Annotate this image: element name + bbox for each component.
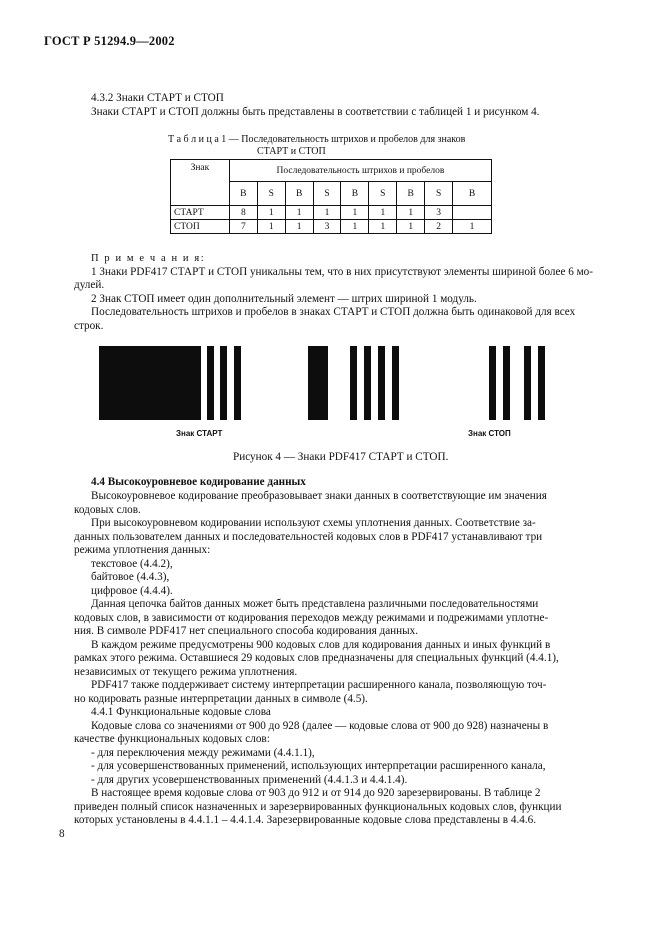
table-1-caption-line2: СТАРТ и СТОП bbox=[257, 146, 326, 157]
table-1-caption-label: Т а б л и ц а 1 bbox=[168, 134, 227, 145]
section-4-4-line: независимых от текущего режима уплотнения. bbox=[74, 665, 298, 678]
table-cell: 1 bbox=[257, 220, 285, 234]
note-1-line-1: 1 Знаки PDF417 СТАРТ и СТОП уникальны тем, что в них присутствуют элементы шириной более 6 мо- bbox=[91, 266, 593, 278]
stop-bar bbox=[538, 346, 545, 420]
document-header: ГОСТ Р 51294.9—2002 bbox=[44, 34, 175, 48]
section-4-4-line: PDF417 также поддерживает систему интерпретации расширенного канала, позволяющую точ- bbox=[91, 679, 547, 691]
section-4-4-line: которых установлены в 4.4.1.1 – 4.4.1.4. Зарезервированные кодовые слова представлены в 4.4.6. bbox=[74, 814, 537, 826]
section-4-4-line: режима уплотнения данных: bbox=[74, 544, 211, 556]
section-4-4-line: В каждом режиме предусмотрены 900 кодовых слов для кодирования данных и иных функций в bbox=[91, 638, 551, 651]
section-4-4-line: ния. В символе PDF417 нет специального способа кодирования данных. bbox=[74, 625, 419, 637]
figure-4-caption: Рисунок 4 — Знаки PDF417 СТАРТ и СТОП. bbox=[233, 451, 449, 463]
table-1-caption bbox=[168, 134, 465, 146]
start-bar bbox=[234, 346, 241, 420]
section-4-4-line: данных пользователем данных и последовательностей кодовых слов в PDF417 устанавливают три bbox=[74, 530, 543, 543]
table-subheader: B bbox=[285, 182, 313, 206]
section-4-4-line: кодовых слов. bbox=[74, 503, 141, 516]
table-cell: 1 bbox=[257, 206, 285, 220]
stop-pattern bbox=[308, 346, 548, 420]
table-cell: 1 bbox=[453, 220, 492, 234]
section-4-4-line: рамках этого режима. Оставшиеся 29 кодовых слов предназначены для специальных функций (4.4.1), bbox=[74, 652, 559, 664]
stop-bar bbox=[364, 346, 371, 420]
note-2: 2 Знак СТОП имеет один дополнительный элемент — штрих шириной 1 модуль. bbox=[91, 293, 477, 305]
stop-bar bbox=[503, 346, 510, 420]
table-subheader: B bbox=[341, 182, 369, 206]
table-subheader: B bbox=[453, 182, 492, 206]
table-cell: 1 bbox=[341, 220, 369, 234]
start-stop-paragraph-line-1: Последовательность штрихов и пробелов в знаках СТАРТ и СТОП должна быть одинаковой для всех bbox=[91, 306, 576, 318]
table-cell: 7 bbox=[229, 220, 257, 234]
section-4-4-line: Данная цепочка байтов данных может быть представлена различными последовательностями bbox=[91, 598, 539, 610]
start-pattern-label: Знак СТАРТ bbox=[176, 429, 223, 438]
start-bar bbox=[220, 346, 227, 420]
section-4-4-line: приведен полный список назначенных и зарезервированных функциональных кодовых слов, функции bbox=[74, 800, 562, 813]
stop-bar bbox=[392, 346, 399, 420]
start-bar bbox=[99, 346, 201, 420]
stop-bar bbox=[350, 346, 357, 420]
section-4-4-line: При высокоуровневом кодировании используют схемы уплотнения данных. Соответствие за- bbox=[91, 517, 536, 529]
start-stop-paragraph-line-2: строк. bbox=[74, 320, 104, 332]
table-subheader: S bbox=[369, 182, 397, 206]
section-4-4-line: цифровое (4.4.4). bbox=[91, 584, 173, 597]
table-cell: 3 bbox=[313, 220, 341, 234]
section-4-4-heading: 4.4 Высокоуровневое кодирование данных bbox=[91, 476, 306, 488]
table-1-caption-title: — Последовательность штрихов и пробелов для знаков bbox=[226, 134, 466, 145]
table-subheader: S bbox=[425, 182, 453, 206]
section-4-4-line: - для других усовершенствованных применений (4.4.1.3 и 4.4.1.4). bbox=[91, 773, 408, 786]
table-cell bbox=[453, 206, 492, 220]
start-pattern bbox=[99, 346, 259, 420]
stop-bar bbox=[524, 346, 531, 420]
section-4-4-line: текстовое (4.4.2), bbox=[91, 557, 173, 570]
table-cell: 1 bbox=[285, 206, 313, 220]
notes-heading: П р и м е ч а н и я: bbox=[91, 253, 206, 264]
table-row-start bbox=[171, 206, 492, 220]
section-4-4-line: но кодировать разные интерпретации данных в символе (4.5). bbox=[74, 692, 368, 705]
section-4-4-line: Высокоуровневое кодирование преобразовывает знаки данных в соответствующие им значения bbox=[91, 490, 547, 502]
section-4-4-line: В настоящее время кодовые слова от 903 до 912 и от 914 до 920 зарезервированы. В таблице 2 bbox=[91, 787, 541, 799]
table-cell: 1 bbox=[397, 220, 425, 234]
section-4-4-line: - для усовершенствованных применений, использующих интерпретации расширенного канала, bbox=[91, 760, 546, 772]
stop-bar bbox=[378, 346, 385, 420]
table-row-label: СТОП bbox=[171, 220, 230, 234]
section-4-3-2-heading: 4.3.2 Знаки СТАРТ и СТОП bbox=[91, 92, 224, 104]
stop-bar-notched-edge bbox=[321, 346, 334, 420]
table-cell: 1 bbox=[369, 220, 397, 234]
table-row-stop bbox=[171, 220, 492, 234]
page-number: 8 bbox=[59, 828, 65, 840]
table-1 bbox=[170, 159, 492, 234]
section-4-4-line: - для переключения между режимами (4.4.1.1), bbox=[91, 746, 315, 759]
table-subheader: S bbox=[313, 182, 341, 206]
section-4-4-line: байтовое (4.4.3), bbox=[91, 571, 170, 583]
table-cell: 1 bbox=[397, 206, 425, 220]
start-bar bbox=[207, 346, 214, 420]
section-4-4-line: качестве функциональных кодовых слов: bbox=[74, 733, 270, 745]
table-subheader: S bbox=[257, 182, 285, 206]
table-cell: 1 bbox=[313, 206, 341, 220]
table-header-sign: Знак bbox=[171, 160, 230, 206]
section-4-4-line: Кодовые слова со значениями от 900 до 928 (далее — кодовые слова от 900 до 928) назначены в bbox=[91, 719, 549, 732]
section-4-3-2-text: Знаки СТАРТ и СТОП должны быть представлены в соответствии с таблицей 1 и рисунком 4. bbox=[91, 106, 540, 118]
stop-bar bbox=[489, 346, 496, 420]
table-cell: 1 bbox=[369, 206, 397, 220]
table-cell: 1 bbox=[285, 220, 313, 234]
stop-pattern-label: Знак СТОП bbox=[468, 429, 511, 438]
note-1-line-2: дулей. bbox=[74, 279, 105, 291]
table-cell: 8 bbox=[229, 206, 257, 220]
table-header-sequence: Последовательность штрихов и пробелов bbox=[229, 160, 491, 182]
section-4-4-line: 4.4.1 Функциональные кодовые слова bbox=[91, 706, 271, 718]
table-subheader: B bbox=[229, 182, 257, 206]
table-row-label: СТАРТ bbox=[171, 206, 230, 220]
table-cell: 3 bbox=[425, 206, 453, 220]
table-subheader: B bbox=[397, 182, 425, 206]
section-4-4-line: кодовых слов, в зависимости от кодирования переходов между режимами и подрежимами уплотне- bbox=[74, 611, 549, 624]
table-cell: 1 bbox=[341, 206, 369, 220]
table-cell: 2 bbox=[425, 220, 453, 234]
